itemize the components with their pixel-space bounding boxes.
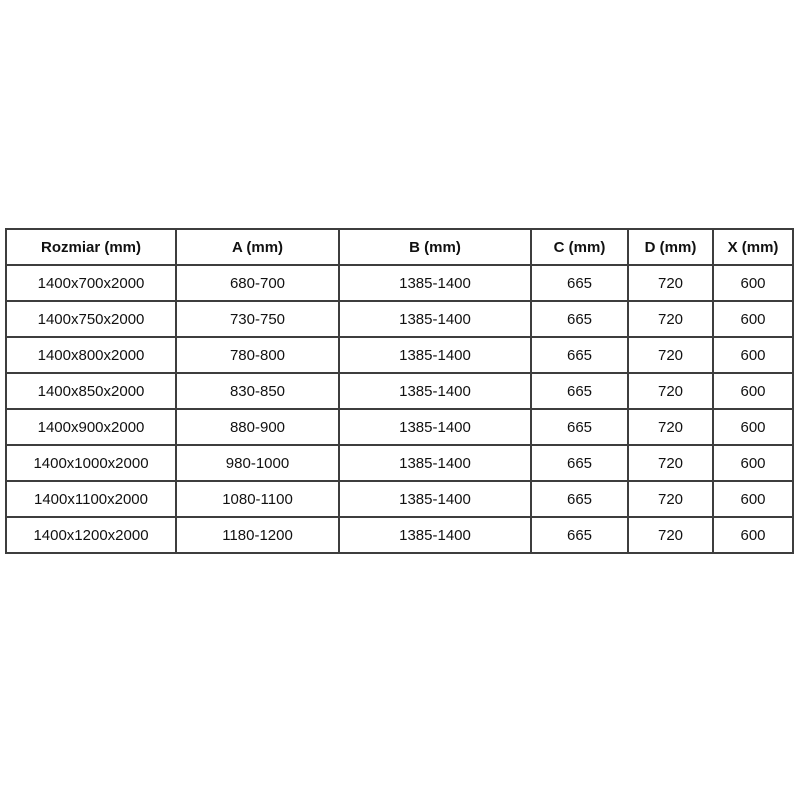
dimension-spec-table-container <box>5 228 792 554</box>
cell-c: 665 <box>531 481 628 517</box>
cell-c: 665 <box>531 409 628 445</box>
cell-b: 1385-1400 <box>339 301 531 337</box>
cell-a: 730-750 <box>176 301 339 337</box>
cell-b: 1385-1400 <box>339 409 531 445</box>
cell-rozmiar: 1400x750x2000 <box>6 301 176 337</box>
cell-x: 600 <box>713 481 793 517</box>
cell-d: 720 <box>628 481 713 517</box>
cell-x: 600 <box>713 265 793 301</box>
cell-a: 780-800 <box>176 337 339 373</box>
header-c: C (mm) <box>531 229 628 265</box>
cell-rozmiar: 1400x800x2000 <box>6 337 176 373</box>
cell-c: 665 <box>531 373 628 409</box>
header-d: D (mm) <box>628 229 713 265</box>
cell-x: 600 <box>713 373 793 409</box>
cell-b: 1385-1400 <box>339 337 531 373</box>
cell-x: 600 <box>713 301 793 337</box>
cell-rozmiar: 1400x1000x2000 <box>6 445 176 481</box>
cell-c: 665 <box>531 445 628 481</box>
cell-c: 665 <box>531 517 628 553</box>
cell-x: 600 <box>713 337 793 373</box>
cell-d: 720 <box>628 265 713 301</box>
cell-b: 1385-1400 <box>339 481 531 517</box>
cell-a: 980-1000 <box>176 445 339 481</box>
header-rozmiar: Rozmiar (mm) <box>6 229 176 265</box>
cell-rozmiar: 1400x1200x2000 <box>6 517 176 553</box>
cell-a: 830-850 <box>176 373 339 409</box>
header-a: A (mm) <box>176 229 339 265</box>
cell-c: 665 <box>531 337 628 373</box>
cell-x: 600 <box>713 445 793 481</box>
cell-a: 680-700 <box>176 265 339 301</box>
cell-b: 1385-1400 <box>339 373 531 409</box>
cell-a: 1180-1200 <box>176 517 339 553</box>
cell-d: 720 <box>628 517 713 553</box>
header-x: X (mm) <box>713 229 793 265</box>
cell-d: 720 <box>628 409 713 445</box>
cell-c: 665 <box>531 301 628 337</box>
cell-x: 600 <box>713 517 793 553</box>
table-row <box>6 445 793 481</box>
cell-rozmiar: 1400x1100x2000 <box>6 481 176 517</box>
cell-c: 665 <box>531 265 628 301</box>
cell-rozmiar: 1400x900x2000 <box>6 409 176 445</box>
header-row <box>6 229 793 265</box>
table-row <box>6 517 793 553</box>
table-row <box>6 481 793 517</box>
table-row <box>6 265 793 301</box>
cell-rozmiar: 1400x850x2000 <box>6 373 176 409</box>
table-row <box>6 337 793 373</box>
cell-d: 720 <box>628 445 713 481</box>
table-row <box>6 301 793 337</box>
cell-b: 1385-1400 <box>339 517 531 553</box>
cell-d: 720 <box>628 301 713 337</box>
cell-b: 1385-1400 <box>339 265 531 301</box>
cell-rozmiar: 1400x700x2000 <box>6 265 176 301</box>
cell-d: 720 <box>628 373 713 409</box>
dimension-spec-table <box>5 228 794 554</box>
table-row <box>6 409 793 445</box>
cell-a: 880-900 <box>176 409 339 445</box>
header-b: B (mm) <box>339 229 531 265</box>
cell-a: 1080-1100 <box>176 481 339 517</box>
cell-b: 1385-1400 <box>339 445 531 481</box>
cell-d: 720 <box>628 337 713 373</box>
table-row <box>6 373 793 409</box>
cell-x: 600 <box>713 409 793 445</box>
